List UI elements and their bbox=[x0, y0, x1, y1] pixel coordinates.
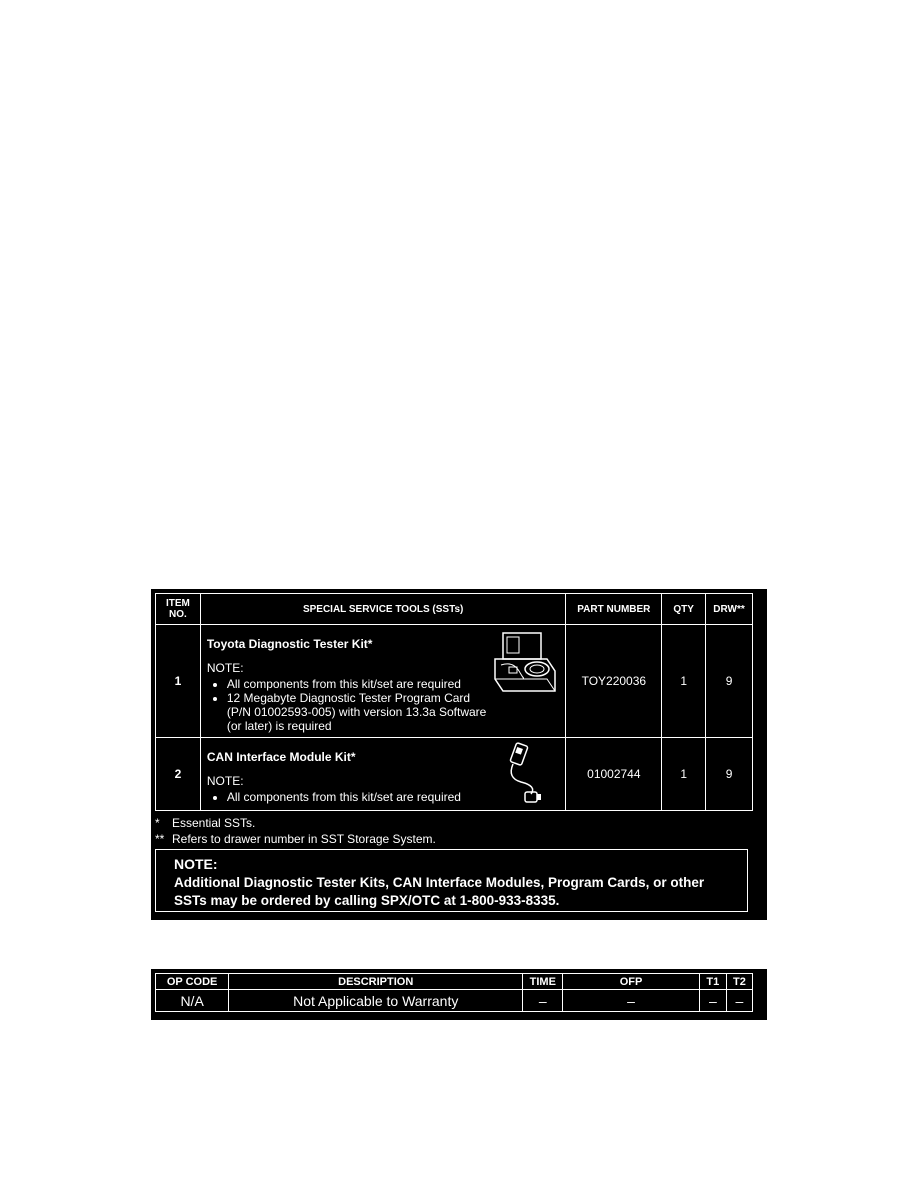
item-number: 1 bbox=[156, 625, 201, 738]
t2-value: – bbox=[726, 990, 752, 1012]
tool-cell bbox=[200, 738, 566, 811]
header-qty: QTY bbox=[662, 594, 706, 625]
header-item-no: ITEM NO. bbox=[156, 594, 201, 625]
sst-table bbox=[155, 593, 753, 811]
part-number: 01002744 bbox=[566, 738, 662, 811]
footnote bbox=[155, 815, 436, 831]
sst-header-row bbox=[156, 594, 753, 625]
ofp-value: – bbox=[563, 990, 699, 1012]
header-t2: T2 bbox=[726, 974, 752, 990]
header-drw: DRW** bbox=[706, 594, 753, 625]
op-header-row bbox=[156, 974, 753, 990]
footnote-mark: * bbox=[155, 816, 160, 830]
note-title: NOTE: bbox=[174, 856, 218, 872]
footnote-text: Essential SSTs. bbox=[172, 816, 256, 830]
part-number: TOY220036 bbox=[566, 625, 662, 738]
header-part-number: PART NUMBER bbox=[566, 594, 662, 625]
op-code-value: N/A bbox=[156, 990, 229, 1012]
tool-cell bbox=[200, 625, 566, 738]
note-label: NOTE: bbox=[206, 661, 244, 675]
drawer: 9 bbox=[706, 738, 753, 811]
item-number: 2 bbox=[156, 738, 201, 811]
note-bullet: • All components from this kit/set are required bbox=[227, 677, 560, 691]
footnotes bbox=[155, 815, 436, 847]
can-interface-module-icon bbox=[503, 742, 547, 806]
time-value: – bbox=[523, 990, 563, 1012]
table-row bbox=[156, 738, 753, 811]
header-op-code: OP CODE bbox=[156, 974, 229, 990]
note-text: Additional Diagnostic Tester Kits, CAN Interface Modules, Program Cards, or other SSTs may be ordered by calling SPX/OTC at 1-800-933-8335. bbox=[174, 875, 705, 908]
op-code-panel bbox=[151, 969, 767, 1020]
note-bullet: • All components from this kit/set are required bbox=[227, 790, 560, 804]
footnote-text: Refers to drawer number in SST Storage System. bbox=[172, 832, 436, 846]
qty: 1 bbox=[662, 738, 706, 811]
note-bullet: • 12 Megabyte Diagnostic Tester Program Card (P/N 01002593-005) with version 13.3a Software (or later) is required bbox=[227, 691, 497, 733]
header-t1: T1 bbox=[699, 974, 726, 990]
diagnostic-tester-kit-icon bbox=[493, 631, 557, 695]
header-time: TIME bbox=[523, 974, 563, 990]
description-value: Not Applicable to Warranty bbox=[229, 990, 523, 1012]
note-label: NOTE: bbox=[206, 774, 244, 788]
sst-panel bbox=[151, 589, 767, 920]
footnote-mark: ** bbox=[155, 832, 165, 846]
footnote bbox=[155, 831, 436, 847]
table-row bbox=[156, 990, 753, 1012]
table-row bbox=[156, 625, 753, 738]
header-tools: SPECIAL SERVICE TOOLS (SSTs) bbox=[200, 594, 566, 625]
t1-value: – bbox=[699, 990, 726, 1012]
qty: 1 bbox=[662, 625, 706, 738]
note-box bbox=[155, 849, 748, 912]
header-description: DESCRIPTION bbox=[229, 974, 523, 990]
op-code-table bbox=[155, 973, 753, 1012]
tool-name: CAN Interface Module Kit* bbox=[206, 750, 356, 764]
drawer: 9 bbox=[706, 625, 753, 738]
header-ofp: OFP bbox=[563, 974, 699, 990]
tool-name: Toyota Diagnostic Tester Kit* bbox=[206, 637, 373, 651]
